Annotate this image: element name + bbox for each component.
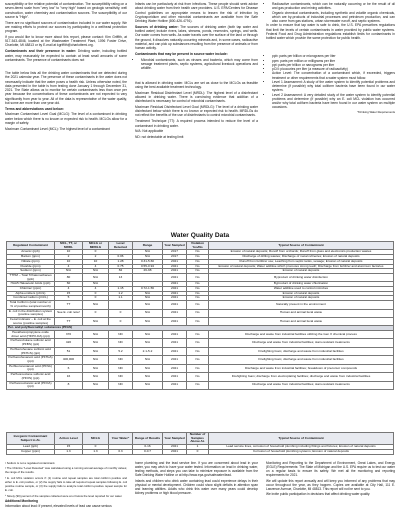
value-cell: 82 [109,269,133,274]
value-cell: 2021 [163,309,187,317]
abbr-pci: • pCi/l: picocuries per liter (a measure of radioactivity) [272,67,395,71]
value-cell: N/A [133,339,163,347]
value-cell: N/A [83,356,109,364]
footnote-1: ¹ Sodium is not a regulated contaminant. [5,461,56,465]
value-cell: 4 [83,264,109,269]
value-cell: 1.2 [109,291,133,296]
value-cell: 0 [83,445,109,450]
public-participation: We invite public participation in decisions that affect drinking water quality. [266,492,371,497]
footnotes-left [5,461,127,510]
middle-column [135,2,258,141]
source-cell: Water additive used to control microbes [209,287,394,292]
footnotes-middle [135,461,258,496]
abbr-level2: • Level 2 Assessment: A very detailed study of the water system to identify potential problems and determine (if possible) why an E. coli MCL violation has occurred and/or why total coliform bacteria have been found in our water system on multiple occasions. [272,93,395,110]
table-header-row: Regulated Contaminant MCL, TT, or MRDL MCLG or MRDLG Level Detected Range Year Sampled Violation Yes/No Typical Source of Contaminant [7,242,394,250]
value-cell: 2021 [163,282,187,287]
value-cell: 0 [109,309,133,317]
value-cell: 0 [109,317,133,325]
value-cell: 0.72-1.56 [133,287,163,292]
contaminant-name-cell: Perfluorooctanoic acid (PFOA) (ppt) [7,381,55,389]
value-cell: 1.1 [109,296,133,301]
value-cell: N/A [133,301,163,309]
value-cell: No [187,373,209,381]
table-row [7,309,394,317]
value-cell: ND [109,364,133,372]
value-cell: 4 [55,287,83,292]
water-quality-title: Water Quality Data [170,232,230,239]
abbr-level1: • Level 1 Assessment: A study of the water system to identify potential problems and determine (if possible) why total coliform bacteria have been found in our water system. [272,80,395,93]
value-cell: 0 [187,449,209,454]
value-cell: N/A [83,364,109,372]
table-row [7,301,394,309]
value-cell: N/A [83,269,109,274]
source-cell: Discharge and waste from industrial facilities; stain-resistant treatments [209,339,394,347]
epa-regulations: In order to ensure that tap water is safe to drink, the U.S. EPA prescribes regulations that limit the levels of certain contaminants in water provided by public water systems. Federal Food and Drug Administration regulations establish limits for contaminants in bottled water which provide the same protection for public health. [266,23,395,40]
contaminant-name-cell: Chlorine² (ppm) [7,287,55,292]
contaminant-name-cell: Perfluorohexane sulfonic acid (PFHxS) (ppt) [7,347,55,355]
value-cell: 420 [55,339,83,347]
value-cell: N/A [133,317,163,325]
value-cell: 13 [109,273,133,281]
value-cell: 0-16 [133,445,163,450]
source-cell: Byproduct of drinking water chlorination [209,282,394,287]
contaminant-name-cell: Hexafluoropropylene oxide dimer acid (HFPO-DA) (ppt) [7,331,55,339]
contaminant-name-cell: Barium (ppm) [7,255,55,260]
organic-item: • Organic chemical contaminants, including synthetic and volatile organic chemicals, which are by-products of industrial processes and petroleum production, and can also come from gas stations, urban stormwater runoff, and septic systems. [272,11,395,24]
value-cell: No [187,381,209,389]
value-cell: No [187,309,209,317]
microbial-item: • Microbial contaminants, such as viruses and bacteria, which may come from sewage treatment plants, septic systems, agricultural livestock operations and wildlife. [141,58,258,71]
contaminant-name-cell: Combined radium (pCi/L) [7,296,55,301]
term-mrdlg: Maximum Residual Disinfectant Level Goal (MRDLG): The level of a drinking water disinfectant below which there is no known or expected risk to health. MRDLGs do not reflect the benefits of the use of disinfectants to control microbial contaminants. [135,104,258,118]
value-cell: No [187,296,209,301]
value-cell: 8 [55,381,83,389]
value-cell: 0.06 [109,255,133,260]
value-cell: 0 [83,291,109,296]
value-cell: No [187,301,209,309]
value-cell: No [187,347,209,355]
contaminant-name-cell: Alpha emitters (pCi/L) [7,291,55,296]
value-cell: 80 [55,273,83,281]
abbr-ppt: • ppt: parts per trillion or nanograms per liter [272,63,395,67]
value-cell: 2021 [163,331,187,339]
report-availability: We will update this report annually and will keep you informed of any problems that may occur throughout the year, as they happen. Copies are available at City Hall, 111 E. Lawrence Avenue, Charlotte, MI 48813. This report will not be sent to you. [266,478,395,491]
pfas-row [7,381,394,389]
source-cell: Erosion of natural deposits [209,269,394,274]
value-cell: 0 [83,296,109,301]
source-cell: Lead service lines, corrosion of household plumbing including fittings and fixtures; Erosion of natural deposits [209,445,394,450]
value-cell: 2021 [163,347,187,355]
contact-info: If you would like to know more about this report, please contact: Kim Griffith, at 517-543-4846, located at the Wastewater Treatment Plant, 1096 Foster Drive, Charlotte, MI 48813 or by E-mail at kgriffith@charlottemi.org. [5,34,127,48]
value-cell: No [187,282,209,287]
source-cell: Firefighting foam; discharge from electroplating facilities; discharge and waste from industrial facilities [209,373,394,381]
terms-heading: Terms and abbreviations used below: [5,106,64,111]
value-cell: N/A [133,250,163,255]
source-cell: Naturally present in the environment [209,301,394,309]
value-cell: TT [55,317,83,325]
source-cell: Human and animal fecal waste [209,309,394,317]
value-cell: 2021 [163,287,187,292]
value-cell: N/A [83,331,109,339]
source-cell: Byproduct of drinking water disinfection [209,273,394,281]
value-cell: ND [109,373,133,381]
term-mrdl: Maximum Residual Disinfectant Level (MRDL): The highest level of a disinfectant allowed in drinking water. There is convincing evidence that addition of a disinfectant is necessary for control of microbial contaminants. [135,90,258,104]
value-cell: 0-0.7 [133,449,163,454]
contaminant-name-cell: Nitrate (ppm) [7,259,55,264]
source-cell: Firefighting foam; discharge and waste from industrial facilities [209,356,394,364]
footnotes-right [266,461,395,498]
radioactive-item: • Radioactive contaminants, which can be naturally occurring or be the result of oil and gas production and mining activities. [272,2,395,11]
term-mcl: Maximum Contaminant Level (MCL): The highest level of a contaminant [5,126,110,131]
value-cell: N/A [83,381,109,389]
value-cell: 0.31-5.60 [133,259,163,264]
value-cell: 10 [55,259,83,264]
value-cell: No [187,250,209,255]
source-susceptibility: susceptibility or the relative potential of contamination. The susceptibility rating on a seven-tiered scale from "very low" to "very high" based on geologic sensitivity, well construction, water chemistry and contamination sources. The susceptibility of our source is "High". [5,2,127,19]
lead-copper-table [6,432,394,455]
contaminant-name-cell: E. coli in the distribution system (positive samples) [7,309,55,317]
value-cell: 2021 [163,296,187,301]
value-cell: 2021 [163,445,187,450]
value-cell: 2 [55,255,83,260]
value-cell: 5.2 [109,347,133,355]
value-cell: ND [109,381,133,389]
pfas-row [7,364,394,372]
value-cell: 26-98 [133,269,163,274]
source-cell: Erosion of natural deposits [209,296,394,301]
value-cell: 0.75 [109,264,133,269]
value-cell: 2017 [163,250,187,255]
value-cell: 2021 [163,449,187,454]
lead-testing: home plumbing and the lead service line. If you are concerned about lead in your water, you may wish to have your water tested. Information on lead in drinking water, testing methods, and steps you can take to minimize exposure is available from the Safe Drinking Water Hotline or at http://www.epa.gov/safewater/lead. [135,461,258,478]
value-cell: No [187,269,209,274]
value-cell: N/A [55,269,83,274]
value-cell: 370 [55,331,83,339]
contaminant-name-cell: Fecal Indicator – E. coli at the source (positive samples) [7,317,55,325]
abbr-ppm: • ppm: parts per million or milligrams per liter [272,59,395,63]
value-cell: No [187,331,209,339]
value-cell: 2017 [163,255,187,260]
value-cell: N/A [133,296,163,301]
value-cell: No [187,356,209,364]
value-cell: No [187,317,209,325]
value-cell: 2021 [163,259,187,264]
contaminant-name-cell: TTHM – Total Trihalomethanes (ppb) [7,273,55,281]
value-cell: See E. coli note³ [55,309,83,317]
value-cell: 1.3 [55,449,83,454]
source-cell: Discharge and waste from industrial facilities; breakdown of precursor compounds [209,364,394,372]
value-cell: TT [55,301,83,309]
value-cell: N/A [83,273,109,281]
value-cell: 10 [83,259,109,264]
value-cell: 0.55-0.94 [133,264,163,269]
value-cell: 2021 [163,264,187,269]
source-contaminants-heading: Contaminants that may be present in source water include: [135,51,228,56]
value-cell: N/A [133,381,163,389]
value-cell: N/A [133,364,163,372]
table-row [7,273,394,281]
value-cell: 2021 [163,301,187,309]
footnote-2: ² The Chlorine "Level Detected" was calculated using a running annual average of monthly values; the range of the results. [5,466,127,475]
value-cell: 1 [187,445,209,450]
source-cell: Runoff from fertilizer use; Leaching from septic tanks, sewage; Erosion of natural deposits [209,259,394,264]
value-cell: 0 [83,250,109,255]
value-cell: ND [109,356,133,364]
value-cell: 2021 [163,269,187,274]
infants-risk: Infants can be particularly at risk from infections. These people should seek advice about drinking water from their health care providers. U.S. EPA/Centers for Disease Control guidelines on appropriate means to lessen the risk of infection by Cryptosporidium and other microbial contaminants are available from the Safe Drinking Water Hotline (800-426-4791). [135,2,258,23]
monitoring-reporting: Monitoring and Reporting to the Department of Environment, Great Lakes, and Energy (EGLE) Requirements: The State of Michigan and the U.S. EPA require us to test our water on a regular basis to ensure its safety. We met all the monitoring and reporting requirements for 2021. [266,461,395,478]
value-cell: 2021 [163,356,187,364]
value-cell: N/A [83,339,109,347]
source-cell: Firefighting foam; discharge and waste from industrial facilities [209,347,394,355]
value-cell: 2021 [163,373,187,381]
value-cell: 2.1-5.2 [133,347,163,355]
value-cell: 15 [55,445,83,450]
value-cell: 2021 [163,339,187,347]
value-cell: No [187,264,209,269]
value-cell [109,301,133,309]
contaminant-name-cell: Copper (ppm) [7,449,55,454]
lead-health: Infants and children who drink water containing lead could experience delays in their physical or mental development. Children could show slight deficits in attention span and learning abilities. Adults who drink this water over many years could develop kidney problems or high blood pressure. [135,478,258,495]
value-cell: N/A [83,373,109,381]
pfas-row [7,347,394,355]
term-nd: ND: not detectable at testing limit [135,135,184,140]
value-cell: 0 [83,309,109,317]
abbr-action-level: • Action Level: The concentration of a contaminant which, if exceeded, triggers treatment or other requirements that a water system must follow. [272,71,395,80]
contaminant-name-cell: Perfluorobutane sulfonic acid (PFBS) (ppt) [7,339,55,347]
value-cell: 2021 [163,273,187,281]
source-cell: Discharge and waste from industrial facilities utilizing the Gen X chemical process [209,331,394,339]
footnote-4: ⁴ Ninety (90) percent of the samples collected were at or below the level reported for our water. [5,493,123,498]
contaminant-name-cell: Perfluorononanoic acid (PFNA) (ppt) [7,364,55,372]
pfas-row [7,331,394,339]
contaminant-name-cell: Sodium¹ (ppm) [7,269,55,274]
value-cell: ND [109,339,133,347]
source-cell: Discharge and waste from industrial facilities; stain-resistant treatments [209,381,394,389]
value-cell: 0.3 [109,449,133,454]
value-cell: N/A [83,317,109,325]
source-cell: Erosion of natural deposits; Water additive which promotes strong teeth; Discharge from fertilizer and aluminum factories [209,264,394,269]
contaminant-name-cell: HAA5 Haloacetic Acids (ppb) [7,282,55,287]
value-cell: 6 [55,364,83,372]
contaminants-presence: Contaminants and their presence in water: Drinking water, including bottled water, may reasonably be expected to contain at least small amounts of some contaminants. The presence of contaminants does not [5,49,128,62]
contaminant-name-cell: Fluoride (ppm) [7,264,55,269]
left-column [5,2,127,133]
value-cell: 1.15 [109,287,133,292]
contaminant-name-cell: Perfluorohexanoic acid (PFHxA) (ppt) [8,355,53,363]
source-cell: Erosion of natural deposits; Runoff from orchards; Runoff from glass and electronics production wastes [209,250,394,255]
value-cell: N/A [83,347,109,355]
pfas-row [7,339,394,347]
value-cell: N/A [133,356,163,364]
value-cell: 5 [55,296,83,301]
term-tt: Treatment Technique (TT): A required process intended to reduce the level of a contaminant in drinking water. [135,119,258,128]
abbr-ppb: • ppb: parts per billion or micrograms per liter [272,54,395,58]
value-cell: No [187,259,209,264]
value-cell: No [187,291,209,296]
term-mclg: Maximum Contaminant Level Goal (MCLG): The level of a contaminant in drinking water below which there is no known or expected risk to health. MCLGs allow for a margin of safety. [5,112,127,125]
contaminant-name-cell: Total Coliform (total number or % of positive samples/month) [7,301,55,309]
lead-copper-row [7,449,394,454]
source-cell: Human and animal fecal waste [209,317,394,325]
value-cell: 15 [55,291,83,296]
value-cell: 2021 [163,364,187,372]
table-intro: The table below lists all the drinking water contaminants that we detected during the 2021 calendar year. The presence of these contaminants in the water does not necessarily indicate that the water poses a health risk. Unless otherwise noted, the data presented in the table is from testing done January 1 through December 31, 2021. The State allows us to monitor for certain contaminants less than once per year because the concentrations of these contaminants are not expected to vary significantly from year to year. All of the data is representative of the water quality, but some are more than one year old. [5,71,127,105]
sources-of-water: Sources of drinking water: The sources of drinking water (both tap water and bottled water) include rivers, lakes, streams, ponds, reservoirs, springs, and wells. Our water comes from wells. As water travels over the surface of the land or through the ground, it dissolves naturally-occurring minerals and, in some cases, radioactive material, and can pick up substances resulting from the presence of animals or from human activity. [135,24,258,51]
value-cell: N/A [83,282,109,287]
value-cell: 2 [83,255,109,260]
value-cell: N/A [133,291,163,296]
value-cell: 2021 [163,291,187,296]
value-cell: 60 [55,282,83,287]
pfas-row [7,356,394,364]
value-cell: 51 [55,347,83,355]
value-cell: No [187,273,209,281]
footnote-3: ³ E. coli MCL violation occurs if: (1) routine and repeat samples are total coliform positive and either is E. coli positive, or (2) the supply fails to take all required repeat samples following E. coli positive routine sample, or (3) the supply fails to analyze total coliform-positive repeat sample for E. coli. [5,475,127,493]
value-cell [133,273,163,281]
value-cell: 4 [83,287,109,292]
value-cell: 2021 [163,317,187,325]
value-cell: N/A [83,301,109,309]
value-cell: 1.3 [83,449,109,454]
additional-monitoring-heading: Additional Monitoring [5,498,38,503]
value-cell: N/A [133,331,163,339]
mcl-continued: that is allowed in drinking water. MCLs are set as close to the MCLGs as feasible using the best available treatment technology. [135,80,258,89]
contaminant-name-cell: Perfluorooctane sulfonic acid (PFOS) (ppt) [7,373,55,381]
lead-table-header-row: Inorganic Contaminant Subject to AL Action Level MCLG Your Water⁴ Range of Results Year Sampled Number of Samples Above AL Typical Source of Contaminant [7,433,394,445]
right-column [266,2,395,115]
value-cell: 2021 [163,381,187,389]
pfas-row [7,373,394,381]
source-cell: Corrosion of household plumbing systems; Erosion of natural deposits [209,449,394,454]
source-cell: Discharge of drilling wastes; Discharge of metal refineries; Erosion of natural deposits [209,255,394,260]
contaminant-name-cell: Lead (ppb) [7,445,55,450]
value-cell: N/A [133,309,163,317]
value-cell: No [187,287,209,292]
value-cell: 16 [55,373,83,381]
value-cell: No [187,255,209,260]
contamination-sources: There are no significant sources of contamination included in our water supply. We are making efforts to protect our sources by participating in a wellhead protection program. [5,20,127,34]
value-cell: ND [109,331,133,339]
source-cell: Erosion of natural deposits [209,291,394,296]
value-cell: N/A [133,373,163,381]
value-cell: No [187,364,209,372]
value-cell: No [187,339,209,347]
contaminants-heading: Contaminants and their presence in water: [5,49,77,54]
value-cell: 400,000 [55,356,83,364]
term-na: N/A: Not applicable [135,129,164,134]
value-cell: 1.28 [109,259,133,264]
lead-info: Information about lead: If present, elevated levels of lead can cause serious [5,504,112,509]
value-cell: N/A [133,255,163,260]
pfas-label-row: Per- and polyfluoroalkyl substances (PFAS) [7,326,394,331]
regulated-contaminants-table [6,241,394,390]
value-cell: 4 [55,264,83,269]
credit-line: *Drinking Water Requirements [357,109,395,114]
value-cell: 10 [55,250,83,255]
contaminant-name-cell: Arsenic (ppb) [7,250,55,255]
